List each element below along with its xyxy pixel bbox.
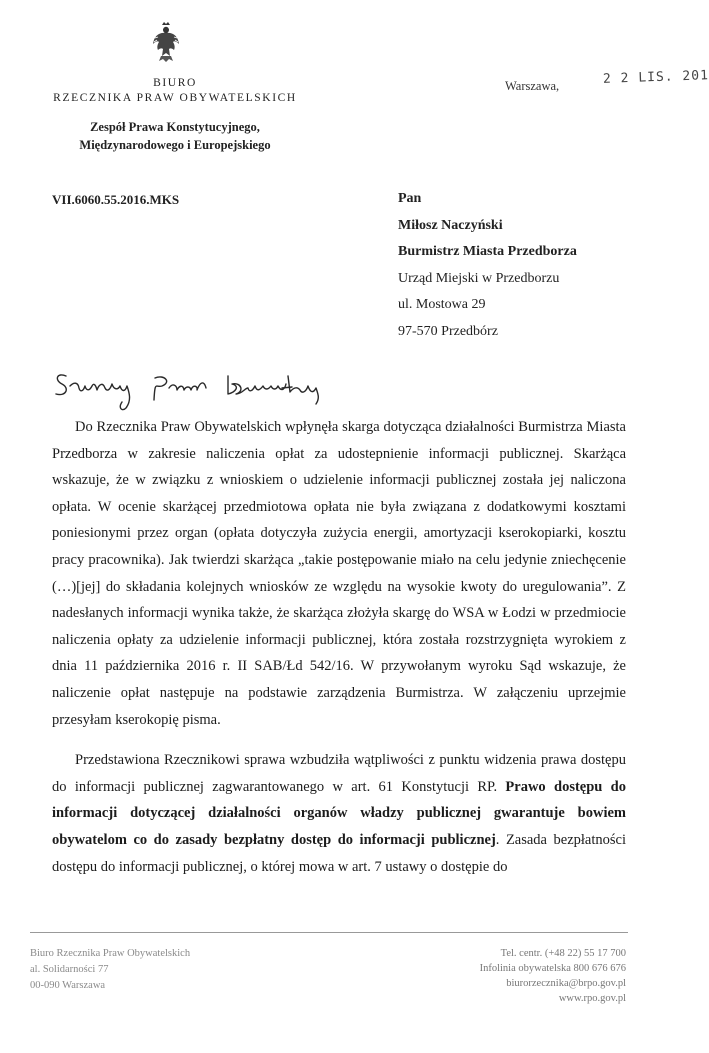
city: Warszawa, bbox=[505, 79, 560, 93]
department-line2: Międzynarodowego i Europejskiego bbox=[79, 138, 271, 152]
footer-email[interactable]: biurorzecznika@brpo.gov.pl bbox=[506, 978, 626, 989]
recipient-title: Pan bbox=[398, 191, 422, 206]
reference-number: VII.6060.55.2016.MKS bbox=[52, 192, 180, 207]
recipient-postal: 97-570 Przedbórz bbox=[398, 323, 498, 339]
body-paragraph-2-start: Przedstawiona Rzecznikowi sprawa wzbudziła wątpliwości z punktu widzenia prawa dostępu do informacji publicznej zagwarantowanego w art. 61 Konstytucji RP. bbox=[52, 752, 626, 795]
footer-divider bbox=[30, 932, 628, 933]
footer-office: Biuro Rzecznika Praw Obywatelskich bbox=[30, 948, 191, 959]
office-name bbox=[30, 76, 320, 106]
footer-contact bbox=[480, 946, 626, 1006]
body-paragraph-2-end: . Zasada bezpłatności dostępu do informacji publicznej, o której mowa w art. 7 ustawy o dostępie do bbox=[52, 831, 627, 875]
office-line2: RZECZNIKA PRAW OBYWATELSKICH bbox=[53, 92, 297, 104]
handwritten-salutation bbox=[52, 364, 352, 414]
recipient-institution: Urząd Miejski w Przedborzu bbox=[398, 270, 560, 286]
body-paragraph-1: Do Rzecznika Praw Obywatelskich wpłynęła skarga dotycząca działalności Burmistrza Miasta Przedborza w zakresie naliczenia opłat za udostepnienie informacji publicznej. Skarżąca wskazuje, że w związku z wnioskiem o udzielenie informacji publicznej została jej naliczona opłata. W ocenie skarżącej przedmiotowa opłata nie była związana z dodatkowymi kosztami poniesionymi przez organ (opłata dotyczyła zużycia energii, amortyzacji kserokopiarki, kosztu pracy pracownika). Jak twierdzi skarżąca „takie postępowanie miało na celu jedynie zniechęcenie (…)[jej] do składania kolejnych wniosków ze względu na wysokie kwoty do uregulowania”. Z nadesłanych informacji wynika także, że skarżąca złożyła skargę do WSA w Łodzi w przedmiocie naliczenia opłaty za udzielenie informacji publicznej, która została rozstrzygnięta wyrokiem z dnia 11 października 2016 r. II SAB/Łd 542/16. W przywołanym wyroku Sąd wskazuje, że naliczenie opłat następuje na podstawie zarządzenia Burmistrza. W załączeniu uprzejmie przesyłam kserokopię pisma. bbox=[52, 419, 626, 728]
letter-body bbox=[52, 414, 626, 894]
recipient-name: Miłosz Naczyński bbox=[398, 217, 503, 233]
body-paragraph-2 bbox=[52, 747, 626, 880]
department-name bbox=[50, 118, 300, 154]
footer-phone: Tel. centr. (+48 22) 55 17 700 bbox=[500, 948, 626, 959]
office-line1: BIURO bbox=[153, 77, 197, 89]
footer-helpline: Infolinia obywatelska 800 676 676 bbox=[479, 963, 626, 974]
body-paragraph-2-bold: Prawo dostępu do informacji dotyczącej działalności organów władzy publicznej gwarantuje bowiem obywatelom co do zasady bezpłatny dostęp do informacji publicznej bbox=[52, 778, 626, 848]
recipient-street: ul. Mostowa 29 bbox=[398, 297, 486, 312]
footer-address bbox=[30, 946, 190, 994]
footer-website[interactable]: www.rpo.gov.pl bbox=[558, 993, 626, 1004]
recipient-position: Burmistrz Miasta Przedborza bbox=[398, 244, 577, 259]
date-stamp: 2 2 LIS. 201 bbox=[602, 68, 709, 87]
footer-postal: 00-090 Warszawa bbox=[30, 980, 106, 991]
eagle-emblem-icon bbox=[152, 22, 180, 66]
department-line1: Zespół Prawa Konstytucyjnego, bbox=[90, 120, 260, 134]
recipient-address bbox=[398, 186, 577, 345]
footer-street: al. Solidarności 77 bbox=[30, 964, 109, 975]
